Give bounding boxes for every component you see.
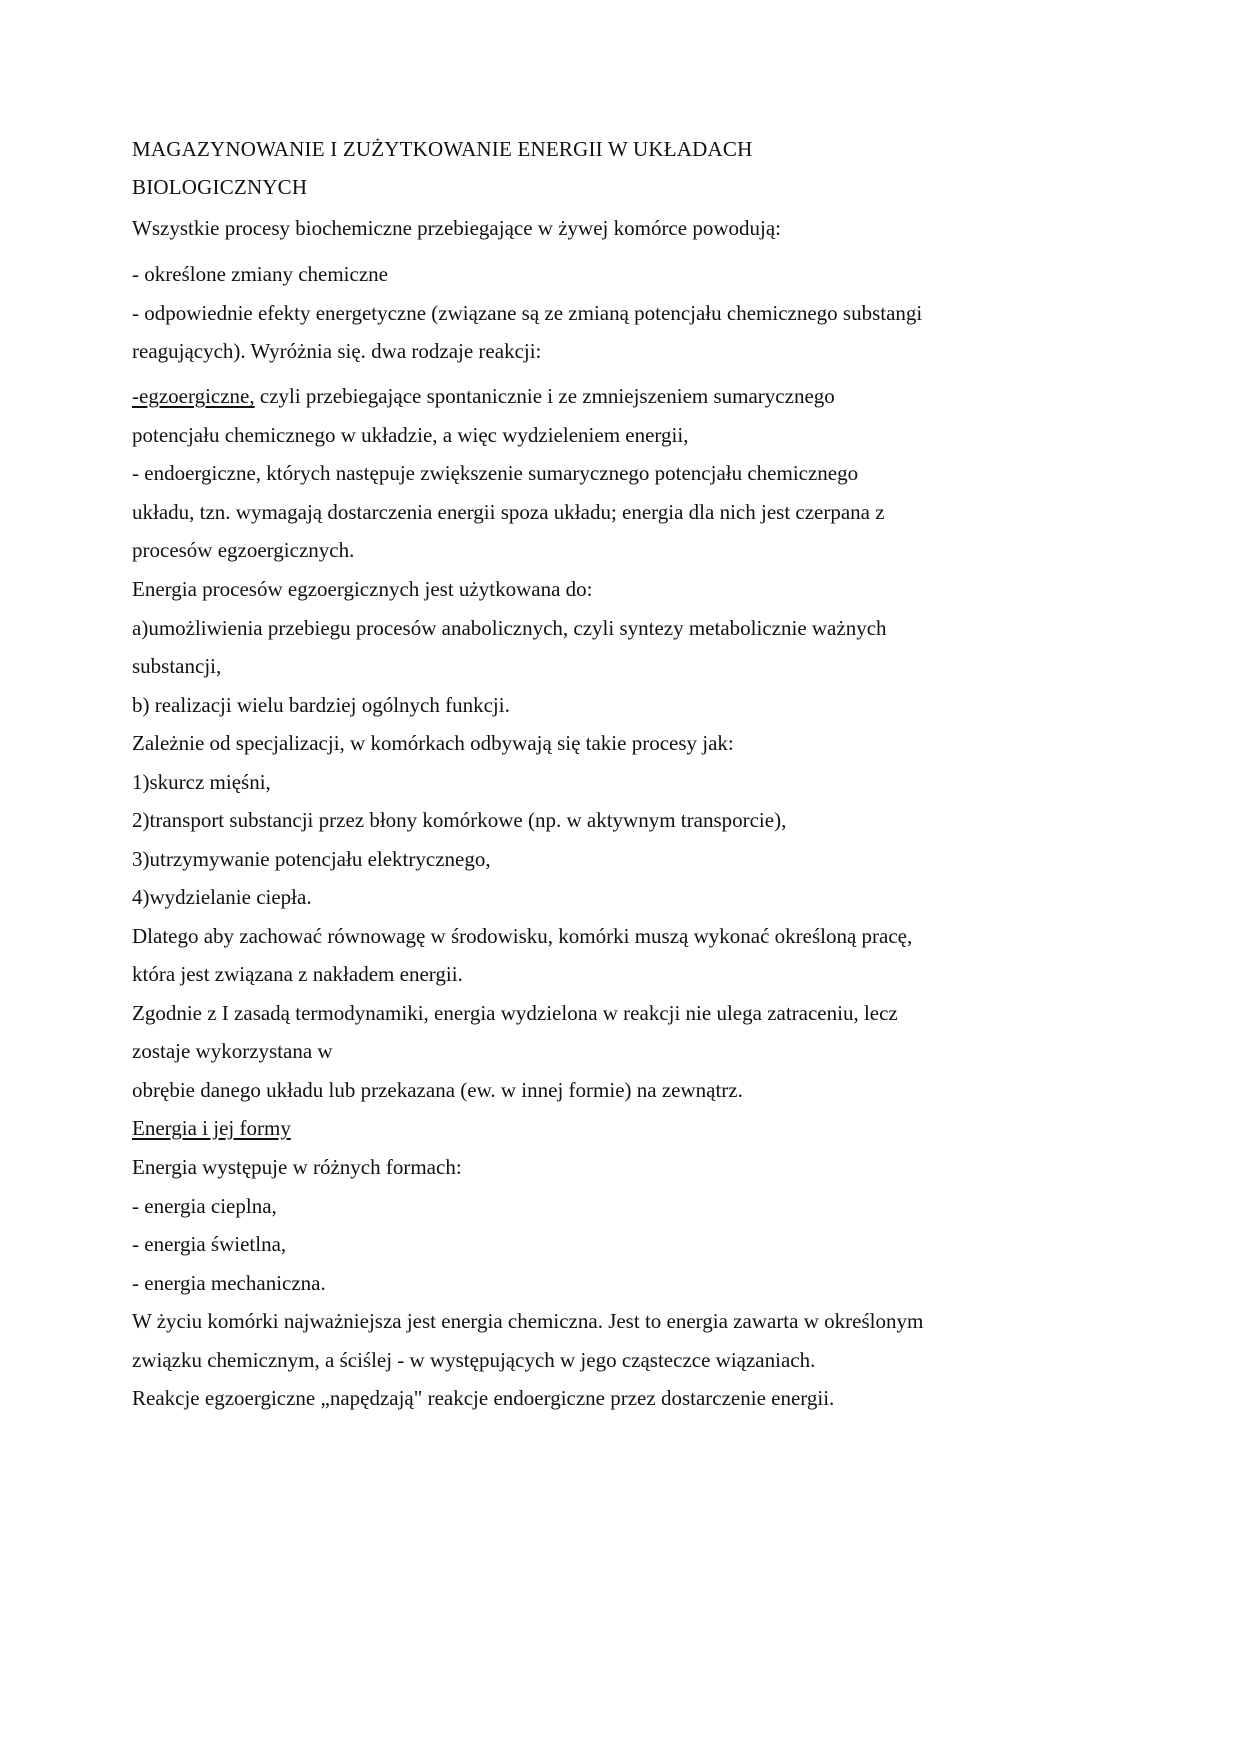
- list-item: - odpowiednie efekty energetyczne (związane są ze zmianą potencjału chemicznego substangi: [132, 301, 923, 325]
- list-item: b) realizacji wielu bardziej ogólnych funkcji.: [132, 693, 510, 717]
- paragraph-line: potencjału chemicznego w układzie, a więc wydzieleniem energii,: [132, 423, 689, 447]
- list-item-egzoergiczne: [132, 383, 835, 409]
- list-item: a)umożliwienia przebiegu procesów anabolicznych, czyli syntezy metabolicznie ważnych: [132, 616, 887, 640]
- list-item: - energia mechaniczna.: [132, 1271, 326, 1295]
- paragraph-line: Energia procesów egzoergicznych jest użytkowana do:: [132, 577, 593, 601]
- paragraph-line: zostaje wykorzystana w: [132, 1039, 333, 1063]
- paragraph-line: obrębie danego układu lub przekazana (ew. w innej formie) na zewnątrz.: [132, 1078, 743, 1102]
- list-item: 4)wydzielanie ciepła.: [132, 885, 312, 909]
- paragraph-line: Zależnie od specjalizacji, w komórkach odbywają się takie procesy jak:: [132, 731, 734, 755]
- paragraph-line: reagujących). Wyróżnia się. dwa rodzaje reakcji:: [132, 339, 542, 363]
- paragraph-line: W życiu komórki najważniejsza jest energia chemiczna. Jest to energia zawarta w określonym: [132, 1309, 924, 1333]
- paragraph-line: Dlatego aby zachować równowagę w środowisku, komórki muszą wykonać określoną pracę,: [132, 924, 913, 948]
- paragraph-line: układu, tzn. wymagają dostarczenia energii spoza układu; energia dla nich jest czerpana z: [132, 500, 885, 524]
- paragraph-line: substancji,: [132, 654, 222, 678]
- paragraph-line: Reakcje egzoergiczne „napędzają" reakcje endoergiczne przez dostarczenie energii.: [132, 1386, 835, 1410]
- list-item: - energia cieplna,: [132, 1194, 277, 1218]
- paragraph-line: związku chemicznym, a ściślej - w występujących w jego cząsteczce wiązaniach.: [132, 1348, 816, 1372]
- list-item: 1)skurcz mięśni,: [132, 770, 271, 794]
- section-heading: Energia i jej formy: [132, 1116, 291, 1140]
- list-item: 3)utrzymywanie potencjału elektrycznego,: [132, 847, 491, 871]
- document-title-line-1: MAGAZYNOWANIE I ZUŻYTKOWANIE ENERGII W UKŁADACH: [132, 137, 753, 161]
- paragraph-text: czyli przebiegające spontanicznie i ze zmniejszeniem sumarycznego: [254, 384, 835, 408]
- paragraph-line: Energia występuje w różnych formach:: [132, 1155, 462, 1179]
- list-item: - endoergiczne, których następuje zwiększenie sumarycznego potencjału chemicznego: [132, 461, 859, 485]
- underlined-term: -egzoergiczne,: [132, 384, 255, 408]
- paragraph-line: Wszystkie procesy biochemiczne przebiegające w żywej komórce powodują:: [132, 216, 781, 240]
- paragraph-line: Zgodnie z I zasadą termodynamiki, energia wydzielona w reakcji nie ulega zatraceniu, lecz: [132, 1001, 898, 1025]
- list-item: - energia świetlna,: [132, 1232, 287, 1256]
- list-item: - określone zmiany chemiczne: [132, 262, 388, 286]
- document-title-line-2: BIOLOGICZNYCH: [132, 175, 308, 199]
- list-item: 2)transport substancji przez błony komórkowe (np. w aktywnym transporcie),: [132, 808, 787, 832]
- paragraph-line: procesów egzoergicznych.: [132, 538, 355, 562]
- paragraph-line: która jest związana z nakładem energii.: [132, 962, 463, 986]
